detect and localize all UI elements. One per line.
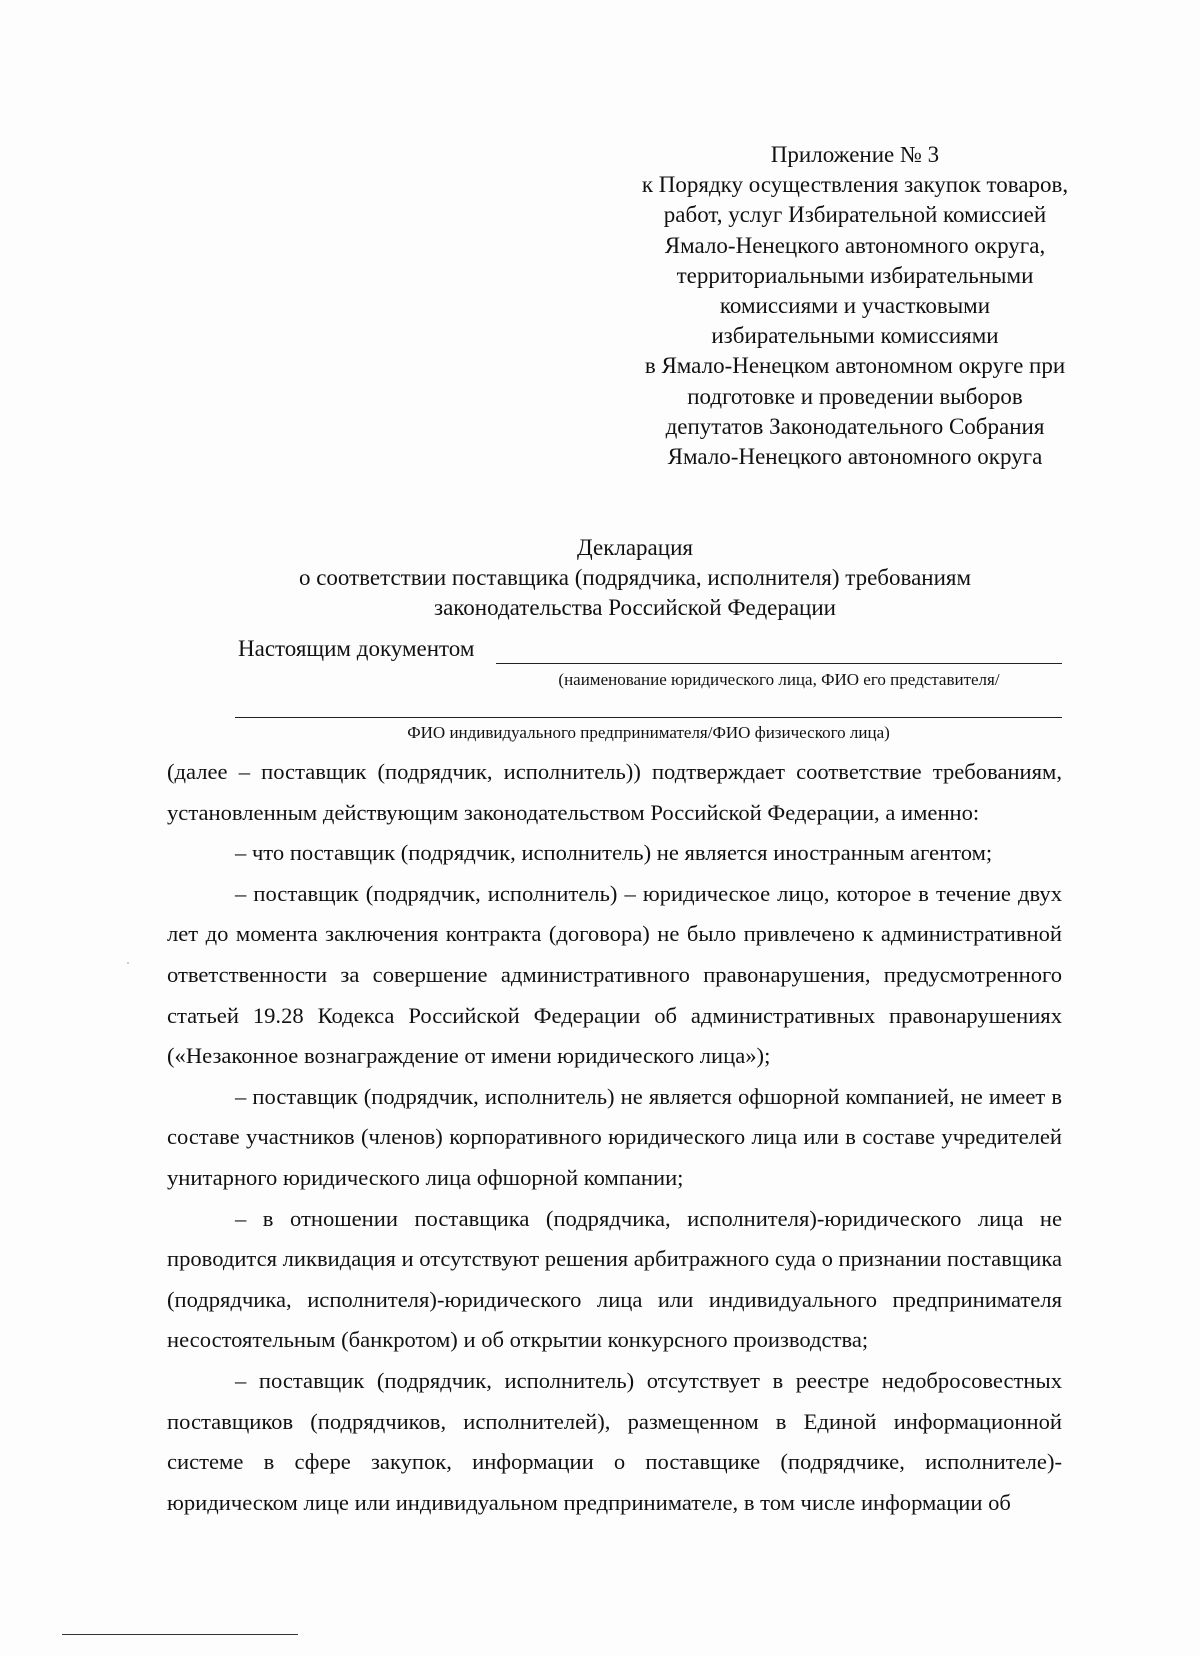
body-paragraph: – поставщик (подрядчик, исполнитель) не является офшорной компанией, не имеет в составе участников (членов) корпоративного юридического лица или в составе учредителей унитарного юридического лица офшорной компании; <box>167 1083 1062 1190</box>
fill-in-caption-name: (наименование юридического лица, ФИО его представителя/ <box>558 670 1000 689</box>
body-paragraph: – в отношении поставщика (подрядчика, исполнителя)-юридического лица не проводится ликвидация и отсутствуют решения арбитражного суда о признании поставщика (подрядчика, исполнителя)-юридического лица или индивидуального предпринимателя несостоятельным (банкротом) и об открытии конкурсного производства; <box>167 1205 1062 1353</box>
intro-text: Настоящим документом <box>238 636 475 661</box>
title-line: о соответствии поставщика (подрядчика, исполнителя) требованиям <box>298 565 972 590</box>
appendix-line: Ямало-Ненецкого автономного округа, <box>664 232 1046 258</box>
fill-in-line-fio <box>235 717 1062 718</box>
appendix-line: избирательными комиссиями <box>711 323 999 349</box>
title-line: законодательства Российской Федерации <box>434 595 836 620</box>
appendix-line: Ямало-Ненецкого автономного округа <box>667 444 1043 470</box>
body-paragraph: – поставщик (подрядчик, исполнитель) отсутствует в реестре недобросовестных поставщиков (подрядчиков, исполнителей), размещенном в Единой информационной системе в сфере закупок, информации о поставщике (подрядчике, исполнителе)-юридическом лице или индивидуальном предпринимателе, в том числе информации об <box>167 1367 1062 1515</box>
appendix-line: к Порядку осуществления закупок товаров, <box>641 172 1069 198</box>
appendix-line: работ, услуг Избирательной комиссией <box>663 202 1047 228</box>
appendix-header <box>620 140 1090 472</box>
appendix-line: депутатов Законодательного Собрания <box>665 413 1045 439</box>
appendix-line: комиссиями и участковыми <box>719 293 991 319</box>
body-paragraph: – что поставщик (подрядчик, исполнитель) не является иностранным агентом; <box>235 840 993 866</box>
declaration-title <box>160 533 1110 623</box>
title-line: Декларация <box>577 535 693 560</box>
appendix-line: подготовке и проведении выборов <box>687 383 1023 409</box>
footnote-separator <box>62 1634 298 1635</box>
appendix-line: территориальными избирательными <box>676 262 1034 288</box>
appendix-line: Приложение № 3 <box>770 142 940 167</box>
scan-mark <box>127 962 129 964</box>
body-paragraph: (далее – поставщик (подрядчик, исполнитель)) подтверждает соответствие требованиям, установленным действующим законодательством Российской Федерации, а именно: <box>167 759 1062 825</box>
fill-in-line-name <box>496 663 1062 664</box>
appendix-line: в Ямало-Ненецком автономном округе при <box>644 353 1066 379</box>
body-paragraph: – поставщик (подрядчик, исполнитель) – юридическое лицо, которое в течение двух лет до момента заключения контракта (договора) не было привлечено к административной ответственности за совершение административного правонарушения, предусмотренного статьей 19.28 Кодекса Российской Федерации об административных правонарушениях («Незаконное вознаграждение от имени юридического лица»); <box>167 880 1062 1069</box>
fill-in-caption-fio: ФИО индивидуального предпринимателя/ФИО физического лица) <box>407 723 890 742</box>
declaration-body <box>167 752 1062 1523</box>
